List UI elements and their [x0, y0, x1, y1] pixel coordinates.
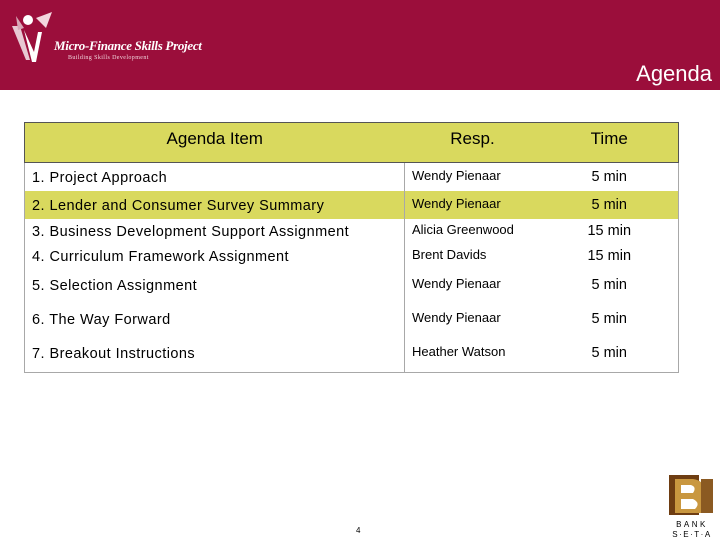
agenda-item-cell: 3. Business Development Support Assignment: [25, 219, 405, 245]
time-cell: 5 min: [541, 307, 679, 341]
slide-title: Agenda: [636, 61, 712, 86]
logo-title: Micro-Finance Skills Project: [54, 38, 202, 53]
slide-header: [0, 0, 720, 90]
column-header-resp: Resp.: [405, 123, 541, 163]
column-header-agenda-item: Agenda Item: [25, 123, 405, 163]
time-cell: 15 min: [541, 245, 679, 273]
bank-logo-text-bank: BANK: [676, 520, 708, 529]
agenda-header-row: [25, 123, 679, 163]
agenda-item-cell: 5. Selection Assignment: [25, 273, 405, 307]
resp-cell: Wendy Pienaar: [405, 191, 541, 219]
bank-seta-logo: [667, 471, 717, 540]
resp-cell: Alicia Greenwood: [405, 219, 541, 245]
time-cell: 5 min: [541, 341, 679, 373]
time-cell: 5 min: [541, 191, 679, 219]
agenda-item-cell: 2. Lender and Consumer Survey Summary: [25, 191, 405, 219]
agenda-item-cell: 4. Curriculum Framework Assignment: [25, 245, 405, 273]
bank-logo-text-seta: S·E·T·A: [672, 530, 712, 539]
agenda-item-cell: 6. The Way Forward: [25, 307, 405, 341]
agenda-item-cell: 1. Project Approach: [25, 163, 405, 191]
column-header-time: Time: [541, 123, 679, 163]
time-cell: 15 min: [541, 219, 679, 245]
resp-cell: Brent Davids: [405, 245, 541, 273]
resp-cell: Wendy Pienaar: [405, 163, 541, 191]
table-row: [25, 341, 679, 373]
table-row: [25, 191, 679, 219]
resp-cell: Wendy Pienaar: [405, 307, 541, 341]
table-row: [25, 219, 679, 245]
micro-finance-logo: [6, 8, 202, 68]
time-cell: 5 min: [541, 273, 679, 307]
resp-cell: Heather Watson: [405, 341, 541, 373]
table-row: [25, 245, 679, 273]
time-cell: 5 min: [541, 163, 679, 191]
table-row: [25, 307, 679, 341]
page-number: 4: [356, 526, 361, 535]
table-row: [25, 163, 679, 191]
resp-cell: Wendy Pienaar: [405, 273, 541, 307]
logo-subtitle: Building Skills Development: [68, 55, 149, 61]
table-row: [25, 273, 679, 307]
agenda-table: [24, 122, 679, 373]
agenda-item-cell: 7. Breakout Instructions: [25, 341, 405, 373]
